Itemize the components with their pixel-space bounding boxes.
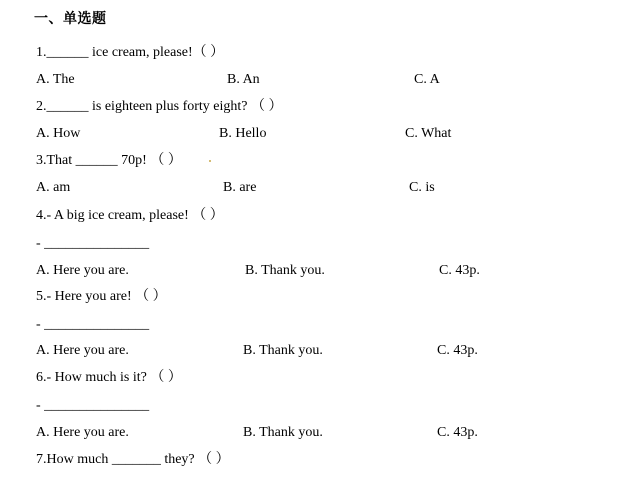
question-5-option-b: B. Thank you. <box>243 343 323 358</box>
question-2-prompt: 2.______ is eighteen plus forty eight? （ ） <box>36 99 283 114</box>
stray-dot-mark <box>209 160 211 162</box>
question-1-option-a: A. The <box>36 72 75 87</box>
question-6-prompt: 6.- How much is it? （ ） <box>36 370 182 385</box>
question-2-option-c: C. What <box>405 126 452 141</box>
question-5-answer-line: - _______________ <box>36 317 150 332</box>
question-3-option-c: C. is <box>409 180 435 195</box>
question-3-option-b: B. are <box>223 180 257 195</box>
question-3-prompt: 3.That ______ 70p! （ ） <box>36 153 182 168</box>
question-6-option-a: A. Here you are. <box>36 425 129 440</box>
question-6-option-b: B. Thank you. <box>243 425 323 440</box>
question-6-answer-line: - _______________ <box>36 398 150 413</box>
question-1-option-b: B. An <box>227 72 260 87</box>
section-title: 一、单选题 <box>34 11 107 27</box>
question-5-prompt: 5.- Here you are! （ ） <box>36 289 167 304</box>
question-4-answer-line: - _______________ <box>36 236 150 251</box>
question-1-prompt: 1.______ ice cream, please!（ ） <box>36 45 225 60</box>
question-3-option-a: A. am <box>36 180 71 195</box>
question-5-option-c: C. 43p. <box>437 343 478 358</box>
question-1-option-c: C. A <box>414 72 440 87</box>
question-2-option-a: A. How <box>36 126 81 141</box>
question-6-option-c: C. 43p. <box>437 425 478 440</box>
question-4-prompt: 4.- A big ice cream, please! （ ） <box>36 208 224 223</box>
question-4-option-b: B. Thank you. <box>245 263 325 278</box>
question-4-option-c: C. 43p. <box>439 263 480 278</box>
question-2-option-b: B. Hello <box>219 126 267 141</box>
question-7-prompt: 7.How much _______ they? （ ） <box>36 452 230 467</box>
question-5-option-a: A. Here you are. <box>36 343 129 358</box>
question-4-option-a: A. Here you are. <box>36 263 129 278</box>
